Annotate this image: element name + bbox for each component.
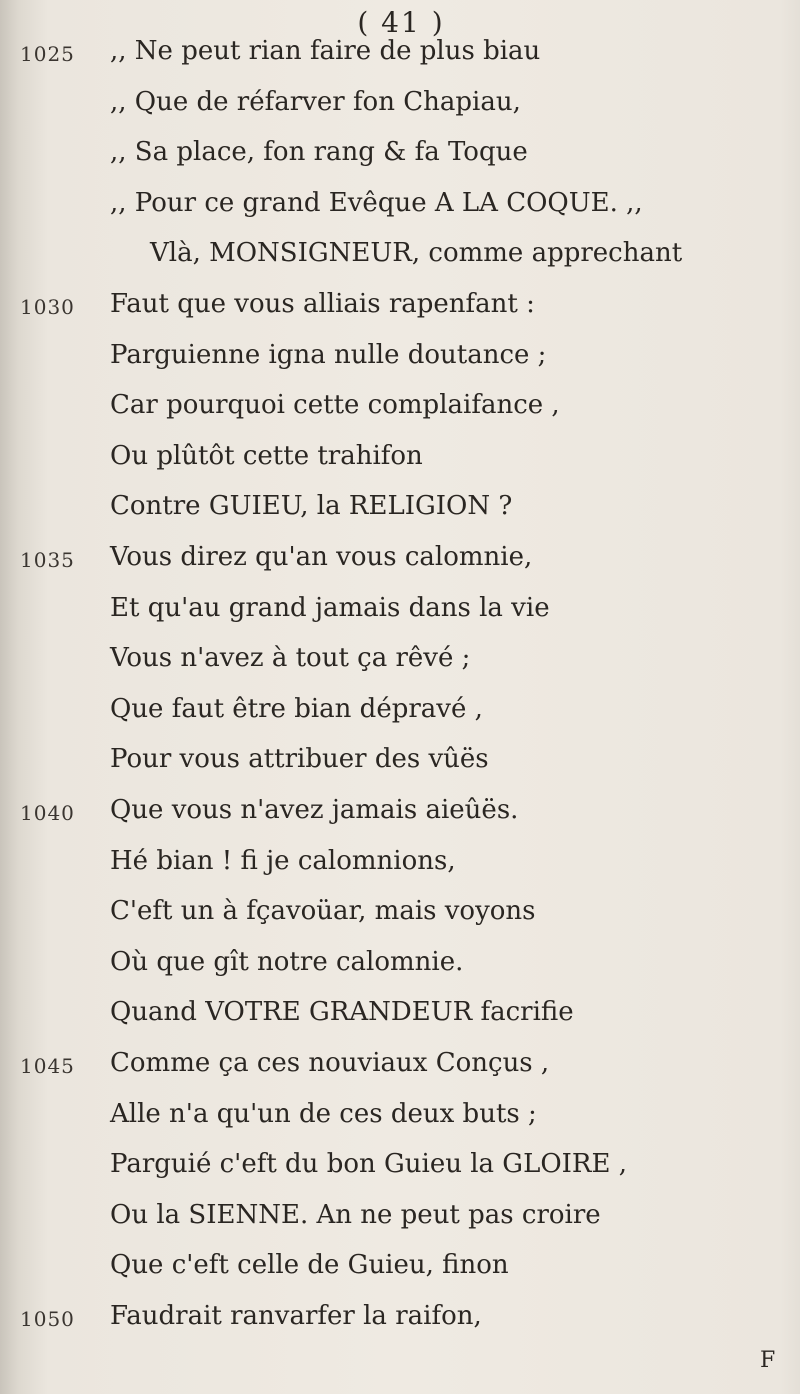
verse-line: Et qu'au grand jamais dans la vie <box>110 592 550 623</box>
verse-line: Que c'eft celle de Guieu, finon <box>110 1250 509 1281</box>
line-number: 1050 <box>20 1307 75 1331</box>
verse-line: Pour vous attribuer des vûës <box>110 744 489 775</box>
verse-line: Vlà, MONSIGNEUR, comme apprechant <box>150 238 683 269</box>
verse-line: Que faut être bian dépravé , <box>110 693 483 724</box>
verse-line: ,, Sa place, fon rang & fa Toque <box>110 137 528 168</box>
verse-line: Que vous n'avez jamais aieûës. <box>110 795 519 825</box>
verse-line: Ou la SIENNE. An ne peut pas croire <box>110 1199 601 1230</box>
verse-line: C'eft un à fçavoüar, mais voyons <box>110 896 536 927</box>
verse-line: Ou plûtôt cette trahifon <box>110 440 423 471</box>
verse-line: Alle n'a qu'un de ces deux buts ; <box>110 1098 537 1129</box>
verse-line: Où que gît notre calomnie. <box>110 946 464 977</box>
line-number: 1030 <box>20 295 75 319</box>
page-number: ( 41 ) <box>357 6 445 39</box>
verse-line: Vous n'avez à tout ça rêvé ; <box>110 643 471 674</box>
line-number: 1025 <box>20 42 75 66</box>
verse-line: Parguié c'eft du bon Guieu la GLOIRE , <box>110 1149 628 1180</box>
line-number: 1035 <box>20 548 75 572</box>
verse-line: Car pourquoi cette complaifance , <box>110 390 560 421</box>
verse-line: ,, Ne peut rian faire de plus biau <box>110 36 541 66</box>
verse-line: Faudrait ranvarfer la raifon, <box>110 1301 482 1331</box>
verse-line: Vous direz qu'an vous calomnie, <box>110 542 533 572</box>
verse-line: Contre GUIEU, la RELIGION ? <box>110 491 513 522</box>
verse-line: ,, Que de réfarver fon Chapiau, <box>110 86 521 117</box>
verse-line: ,, Pour ce grand Evêque A LA COQUE. ,, <box>110 187 643 218</box>
line-number: 1040 <box>20 801 75 825</box>
verse-line: Hé bian ! fi je calomnions, <box>110 845 456 876</box>
verse-line: Comme ça ces nouviaux Conçus , <box>110 1048 550 1078</box>
line-number: 1045 <box>20 1054 75 1078</box>
verse-line: Faut que vous alliais rapenfant : <box>110 289 535 319</box>
verse-line: Quand VOTRE GRANDEUR facrifie <box>110 997 574 1028</box>
verse-line: Parguienne igna nulle doutance ; <box>110 339 547 370</box>
signature-mark: F <box>760 1348 776 1373</box>
